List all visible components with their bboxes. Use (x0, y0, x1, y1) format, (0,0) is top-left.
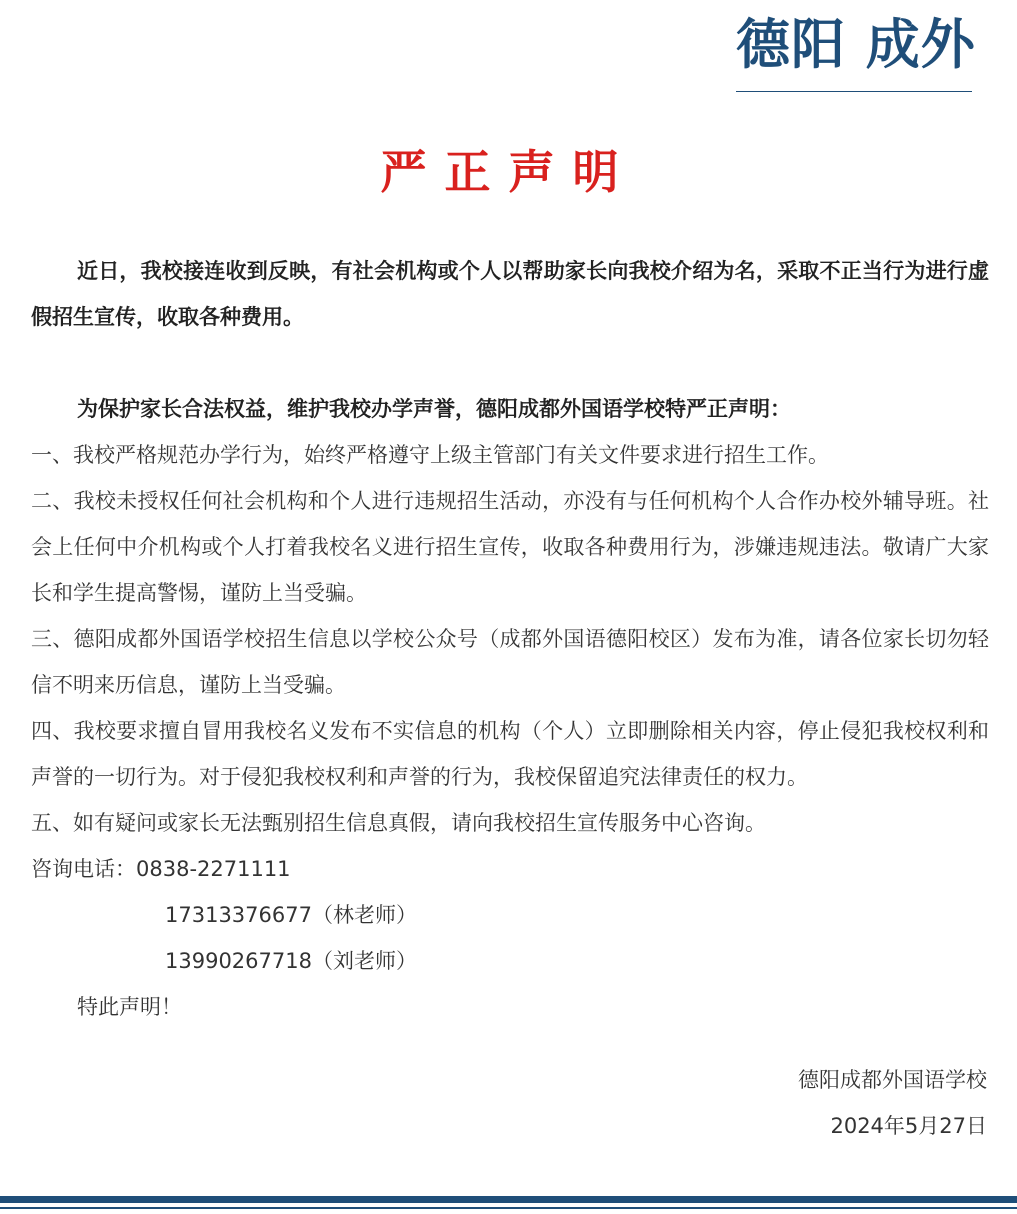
statement-item-1: 一、我校严格规范办学行为，始终严格遵守上级主管部门有关文件要求进行招生工作。 (31, 443, 829, 467)
statement-item-3: 三、德阳成都外国语学校招生信息以学校公众号（成都外国语德阳校区）发布为准，请各位家长切勿轻信不明来历信息，谨防上当受骗。 (31, 627, 989, 697)
contact-phone-liu: 13990267718（刘老师） (165, 949, 417, 973)
contact-phone-main: 咨询电话：0838-2271111 (31, 857, 291, 881)
page-title: 严正声明 (380, 145, 637, 199)
contact-phone-lin: 17313376677（林老师） (165, 903, 417, 927)
signature-org: 德阳成都外国语学校 (798, 1068, 987, 1092)
footer-bar (0, 1196, 1017, 1203)
statement-item-4: 四、我校要求擅自冒用我校名义发布不实信息的机构（个人）立即删除相关内容，停止侵犯我校权利和声誉的一切行为。对于侵犯我校权利和声誉的行为，我校保留追究法律责任的权力。 (31, 719, 989, 789)
closing-remark: 特此声明！ (77, 995, 182, 1019)
lead-paragraph: 为保护家长合法权益，维护我校办学声誉，德阳成都外国语学校特严正声明： (77, 397, 791, 421)
statement-item-5: 五、如有疑问或家长无法甄别招生信息真假，请向我校招生宣传服务中心咨询。 (31, 811, 766, 835)
paragraph-gap (31, 340, 989, 386)
statement-item-2: 二、我校未授权任何社会机构和个人进行违规招生活动，亦没有与任何机构个人合作办校外辅导班。社会上任何中介机构或个人打着我校名义进行招生宣传，收取各种费用行为，涉嫌违规违法。敬请广大家长和学生提高警惕，谨防上当受骗。 (31, 489, 989, 605)
signature-date: 2024年5月27日 (830, 1114, 987, 1138)
school-logo: 德阳 成外 (736, 13, 976, 76)
footer-thin-line (0, 1207, 1017, 1209)
logo-underline (736, 91, 972, 92)
intro-paragraph: 近日，我校接连收到反映，有社会机构或个人以帮助家长向我校介绍为名，采取不正当行为进行虚假招生宣传，收取各种费用。 (31, 259, 989, 329)
statement-body (31, 248, 989, 1030)
